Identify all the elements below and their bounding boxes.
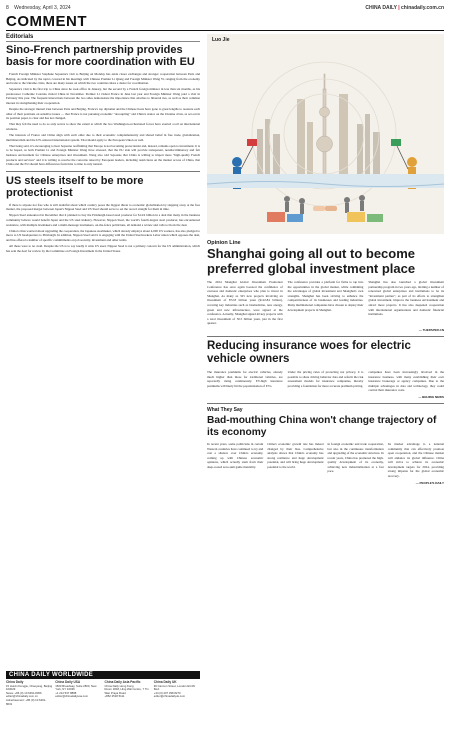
footer-line: Advertisement: +86 (0) 10 6491-8631	[6, 697, 47, 706]
source-credit: — THEPAPER.CN	[418, 327, 444, 332]
opinion-headline: Shanghai going all out to become preferred global investment place	[207, 246, 416, 276]
editorial-2-headline: US steels itself to be more protectionist	[6, 174, 144, 199]
opinion-col: In recent years, some politicians in certain Western countries have continued to try and cast a shadow over China's economy, coming up with Chinese economic opinions, which actually stem from their deep-rooted zero-sum game mentality.	[207, 441, 264, 469]
opinion-col: companies have been increasingly involved in the insurance business, with many establishing their own insurance brokerage or agency companies. Due to the multiple advantages in data and technology, they could control their insurance costs.	[368, 369, 445, 393]
editorials-column	[6, 34, 200, 255]
footer-col-title: China Daily Asia Pacific	[104, 680, 141, 684]
opinion-body	[207, 280, 444, 326]
editorial-2-body	[6, 203, 200, 253]
divider	[207, 336, 444, 337]
footer-bar: CHINA DAILY WORLDWIDE	[6, 671, 200, 679]
what-they-say-label: What They Say	[207, 406, 243, 413]
divider	[207, 403, 444, 404]
top-bar-left	[6, 5, 75, 11]
footer-col	[55, 681, 101, 706]
section-title: COMMENT	[6, 13, 87, 30]
masthead	[6, 13, 444, 31]
opinion-body-2	[207, 370, 444, 393]
site-name: chinadaily.com.cn	[401, 5, 444, 11]
footer-line: News: +86 (0) 10 6491-8366	[6, 690, 42, 695]
footer-columns	[6, 681, 200, 706]
footer-line: Room 1818, Hing Wai Centre, 7 Tin Wan Praya Road	[104, 687, 149, 695]
editorial-1-para: Despite the strategic mutual trust between Paris and Beijing, France's top diplomat and the Chinese hosts have gone to great lengths to reassure each other of their positions on sensitive issues — that France is not pursuing economic "decoupling" and China's stance on the Ukraine crisis, as set out in its position paper, is clear and has not changed.	[6, 107, 200, 121]
opinion-headline-2: Reducing insurance woes for electric vehicle owners	[207, 339, 411, 365]
editorial-1-body	[6, 72, 200, 167]
opinion-line-label: Opinion Line	[207, 240, 241, 246]
editorial-1-para: That they felt the need to do so only serves to show the extent to which the two Washington-orchestrated forces have exerted a toll on international relations.	[6, 122, 200, 132]
opinion-headline-3: Bad-mouthing China won't change trajectory of its economy	[207, 414, 437, 438]
editorial-1-headline: Sino-French partnership provides basis for more coordination with EU	[6, 44, 195, 68]
top-bar-right: CHINA DAILY | chinadaily.com.cn	[365, 5, 444, 11]
footer-col-title: China Daily	[6, 680, 24, 684]
footer-line: 1500 Broadway, Suite 2800, New York, NY 10036	[55, 683, 97, 692]
skyline-illustration	[207, 34, 444, 234]
editorial-2-para: China is thus worried about upgrading the cooperation, the Japanese steelmaker, which already employs about 4,000 US workers, has also pledged to move to US headquarters to Pittsburgh. In addition, Nippon Steel said it is engaging with the United Steelworkers Labor union which opposes the deal, and has offered a number of specific commitments on job security, investment and other terms.	[6, 228, 200, 242]
editorials-label: Editorials	[6, 34, 200, 42]
editorial-2-para: All these were to no avail. Despite the US is to say loudly it wins US steel, Nippon Steel is not a primary concern for the US administration, which has sent the deal for review by the Committee on Foreign Investment in the United States.	[6, 244, 200, 253]
editorial-1-para: Sejourne's visit is his first trip to China since he took office in January, but the second by a French foreign minister in less than six months, as his predecessor Catherine Colonna visited China in November. Premier Li visited France in June last year and Foreign Minister Wang paid a visit in February this year. The frequent interactions between the two sides demonstrate the importance that attaches to bilateral ties, as well as their common interest in strengthening their cooperation.	[6, 87, 200, 106]
footer-line: editor@chinadaily.com.cn	[6, 694, 38, 699]
contact-footer	[6, 671, 200, 743]
footer-line: editor@chinadailyusa.com	[55, 694, 89, 699]
opinion-body-3	[207, 442, 444, 479]
opinion-col: Shanghai has also launched a global investment partnership program in two years ago, inviting a number of renowned global enterprises and institutions to be its "investment partner", as part of its efforts to strengthen global investment, improve the business environment and attract more projects. It has also deepened cooperation with international organizations and domestic financial institutions.	[368, 280, 445, 317]
source-credit: — BEIJING NEWS	[418, 394, 444, 399]
paper-name: CHINA DAILY	[365, 5, 397, 11]
opinion-col: The 2024 Shanghai Global Investment Promotion Conference has once again boosted the confidence of overseas and domestic enterprises who plan to invest in Shanghai. As many as 325 new projects involving an investment of 872.8 billion yuan ($122.84 billion), covering key industries such as biomedicine, new energy, green and new infrastructure, were signed at the conference. Actually, Shanghai signed 40 key projects with a total investment of 50.5 billion yuan, just in the first quarter.	[207, 280, 283, 326]
editorial-2-para: If there is anyone not free who is still doubtful about which country poses the biggest threat to economic globalization by slapping away at the free market, the proposed merger between Japan's Nippon Steel and US Steel should serve to set the record straight for them in time.	[6, 202, 200, 212]
top-bar	[6, 3, 444, 13]
opinion-col: The conference provides a platform for firms to tap into the opportunities in the global market, while combining the advantages of global investment and Shanghai's own strengths. Shanghai has been striving to enhance the competitiveness of its businesses and leading industries. Many multinational companies have chosen to deploy their development projects in Shanghai.	[287, 280, 364, 312]
opinion-column	[207, 240, 444, 485]
page-number: 8	[6, 5, 9, 11]
editorial-2-para: Nippon Steel announced in December that it planned to buy the Pittsburgh-based steel producer for $14.9 billion in a deal that many in the business community believe would benefit Japan and the US steel industry. However, Nippon Steel, the world's fourth-largest steel producer, has encountered resistance, with multiple lawmakers and a multi-message lawmakers, on-the-fence politicians, all demand a review and calls to block the deal.	[6, 213, 200, 227]
source-credit: — PEOPLE'S DAILY	[415, 480, 444, 485]
issue-date: Wednesday, April 3, 2024	[14, 5, 71, 11]
divider	[6, 171, 200, 172]
footer-line: editor@chinadailyuk.com	[153, 694, 186, 699]
footer-line: +852 2518 5111	[104, 694, 125, 699]
illustrator-credit: Luo Jie	[212, 37, 230, 43]
editorial-1-para: That being said, it's encouraging to hear Sejourne reaffirming that Europe is not becoming protectionist and, instead, remains open to investment. It is to be hoped, as both Premier Li and Foreign Minister Wang have stressed, that the EU side will provide transparent, nondiscriminatory and fair business environment for Chinese enterprises and investment. Wang also told Sejourne that China is willing to import more "high-quality French products and services" and it is willing to resolve the concerns raised by European leaders, including restrictions on the market access of China, that China and the EU should have differences from time to time is only natural.	[6, 143, 201, 167]
footer-col	[154, 681, 200, 706]
opinion-col: The insurance premiums for electric vehicles, already much higher than those for traditional vehicles, are reportedly rising continuously. EV-high insurance premiums will likely hit the popularization of EVs.	[207, 369, 283, 388]
footer-col-title: China Daily UK	[153, 680, 177, 684]
footer-col	[105, 681, 151, 706]
footer-col	[6, 681, 52, 706]
opinion-col: in foreign economic and trade cooperation, but also in the continuous transformation and upgrading of the economic structure. In recent years, China has promoted the high-quality development of its economy, achieving new industrialization at a fast pace.	[327, 441, 384, 474]
opinion-col: Its market advantage is a national community that can effectively promote open cooperation, and the Chinese market will enhance its global influence. China will strive to achieve its economic development targets for 2024, providing strong impetus for the global economic recovery.	[387, 441, 444, 479]
footer-col-title: China Daily USA	[55, 680, 81, 684]
opinion-col: Under the pricing rules of protecting not privacy, it is possible to share driving behavior data and reform the risk assessment models for insurance companies, thereby providing a foundation for more accurate premium pricing.	[287, 369, 364, 388]
opinion-col: China's economic growth rate has indeed changed by their bias. Comprehensive analysis shows that China's economy has strong resilience and huge development potential, and will bring huge development potential to the world.	[267, 441, 324, 469]
footer-line: 90 Cannon Street, London EC4N 6HA	[153, 683, 195, 692]
editorial-1-para: French Foreign Minister Stephane Sejourne's visit to Beijing on Monday has aside closer exchanges and stronger cooperation between Paris and Beijing. As indicated by the topics covered in his meetings with Chinese Premier Li Qiang and Foreign Minister Wang Yi, ranging from the economy and trade to the Ukraine crisis, there are many issues on which the two countries share a desire for coordination.	[6, 72, 200, 86]
illustration	[207, 34, 444, 234]
footer-line: 15 Huixin Dongjie, Chaoyang, Beijing 100029	[6, 683, 53, 692]
editorial-1-para: The interests of France and China align with each other due to their economic complementarity and shared belief in free trade, globalization, multilateralism and the UN-centered international system. That should apply to the European Union as well.	[6, 133, 200, 142]
footer-line: China Daily Hong Kong	[104, 683, 134, 688]
footer-line: +1 212 537 8888	[55, 690, 77, 695]
footer-line: +44 (0) 207 398 8270	[153, 690, 181, 695]
